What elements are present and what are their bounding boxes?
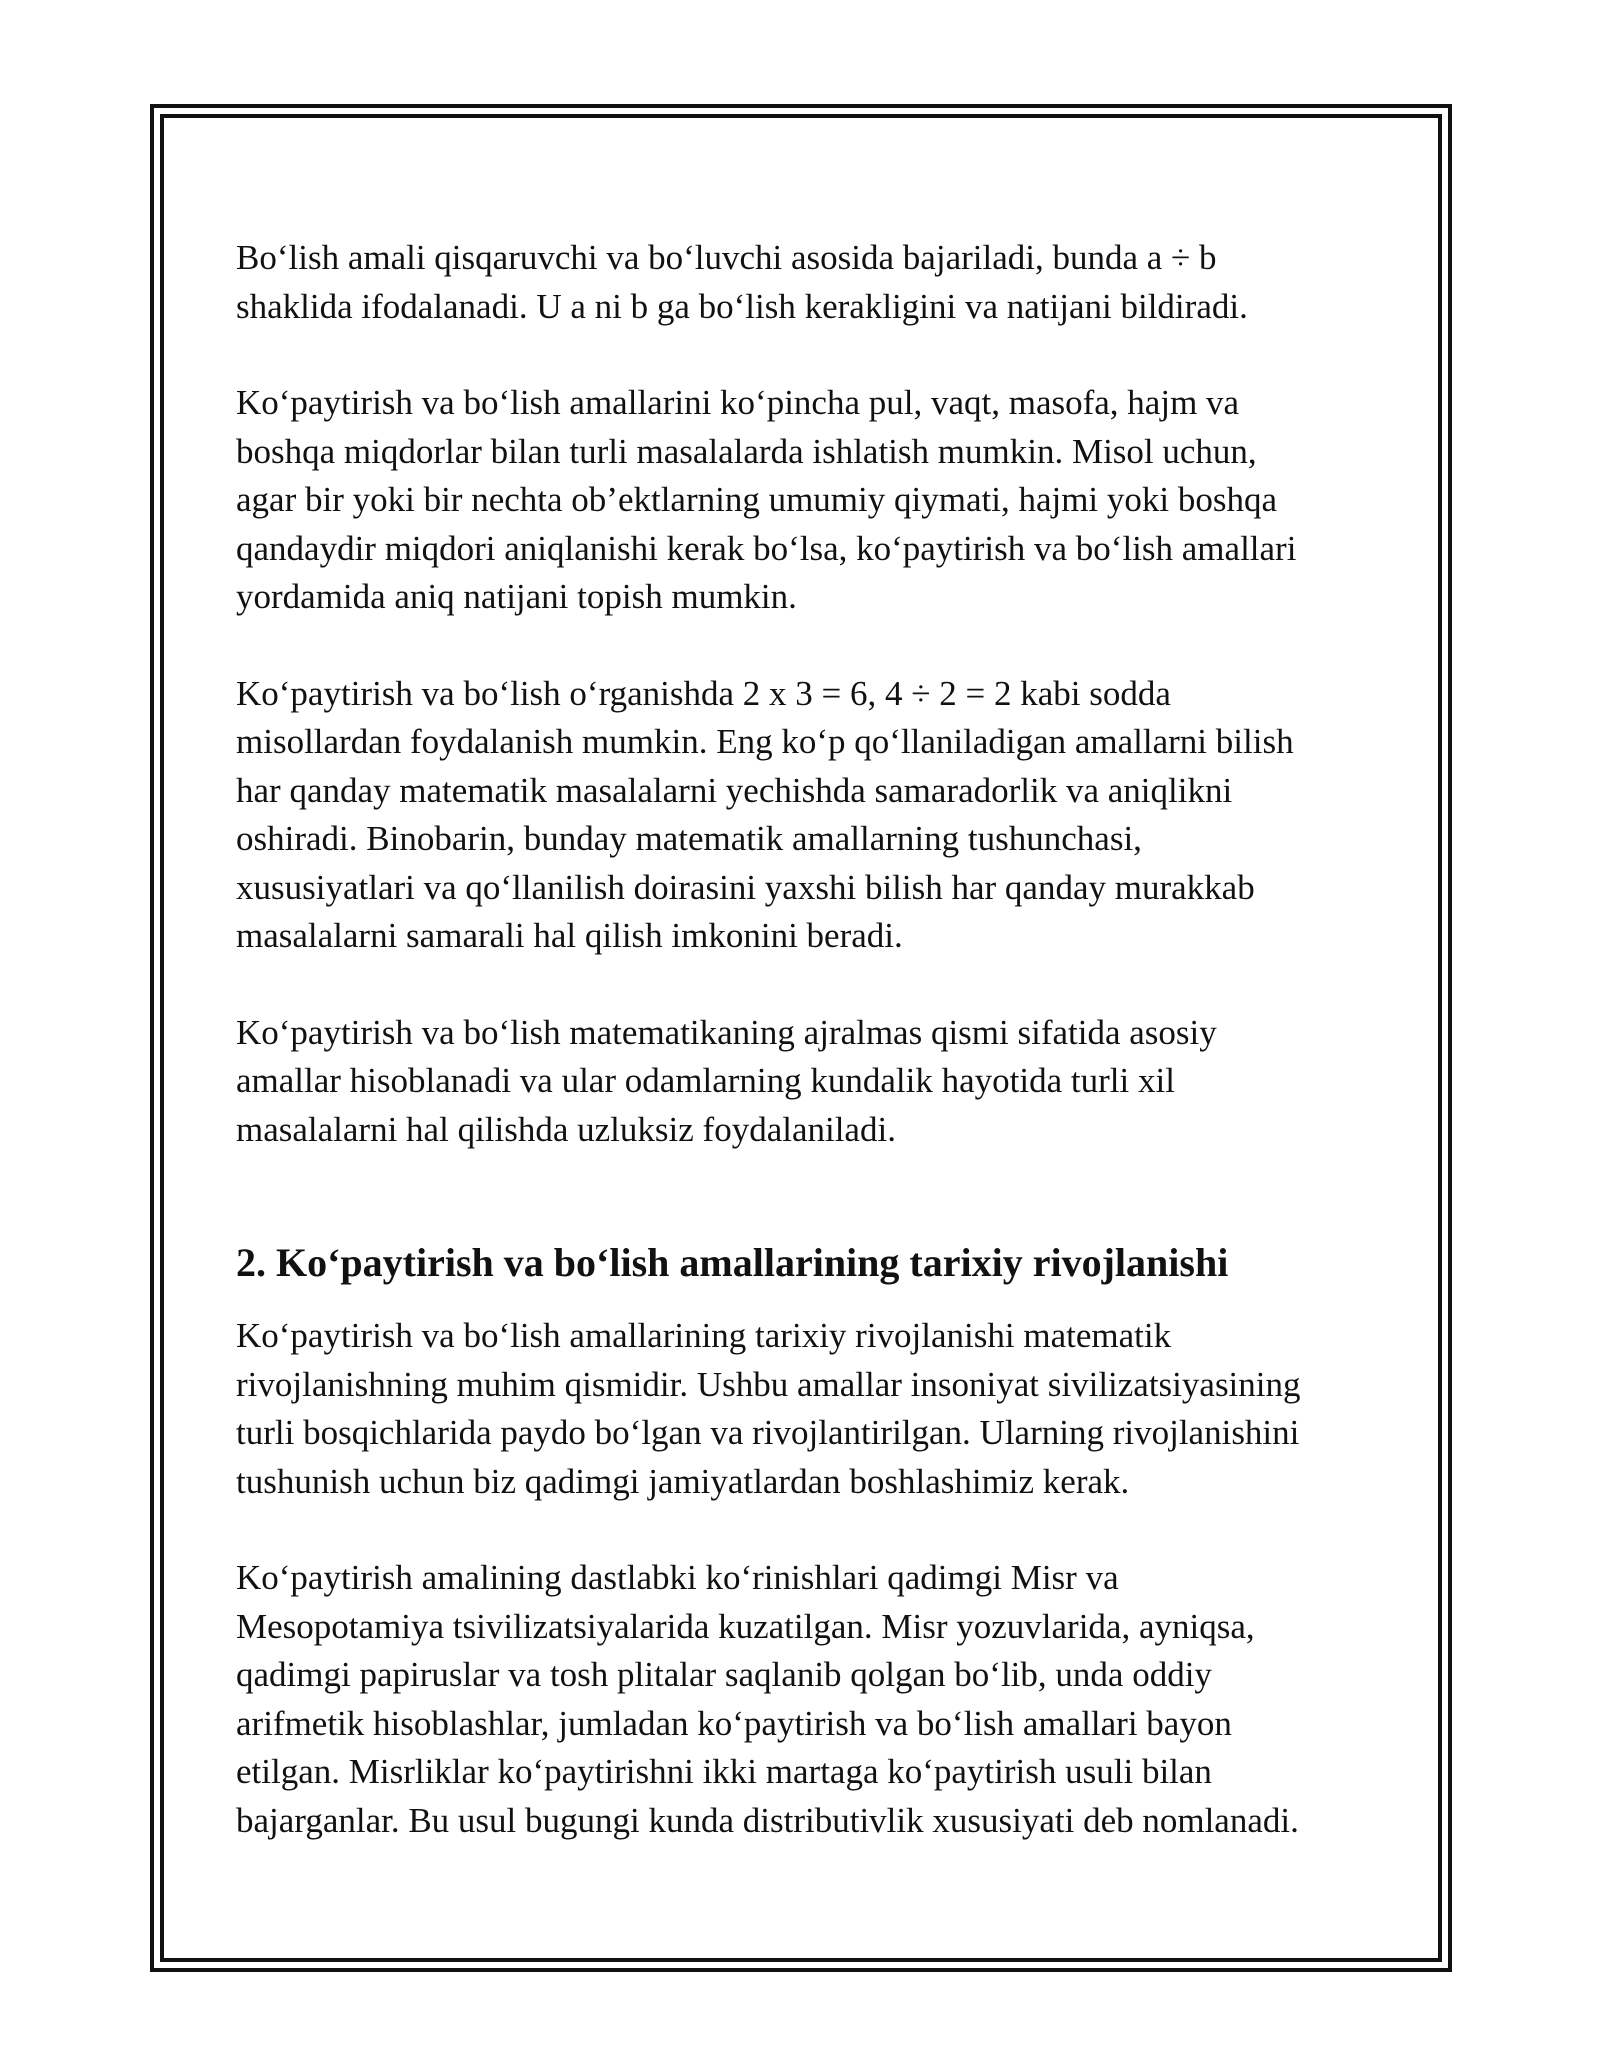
paragraph-applications: Ko‘paytirish va bo‘lish amallarini ko‘pincha pul, vaqt, masofa, hajm va boshqa miqdorlar bilan turli masalalarda ishlatish mumkin. Misol uchun, agar bir yoki bir nechta ob’ektlarning umumiy qiymati, hajmi yoki boshqa qandaydir miqdori aniqlanishi kerak bo‘lsa, ko‘paytirish va bo‘lish amallari yordamida aniq natijani topish mumkin. xyxy=(236,383,1297,616)
paragraph-conclusion: Ko‘paytirish va bo‘lish matematikaning ajralmas qismi sifatida asosiy amallar hisoblanadi va ular odamlarning kundalik hayotida turli xil masalalarni hal qilishda uzluksiz foydalaniladi. xyxy=(236,1012,1217,1149)
paragraph-division-definition: Bo‘lish amali qisqaruvchi va bo‘luvchi asosida bajariladi, bunda a ÷ b shaklida ifodalanadi. U a ni b ga bo‘lish kerakligini va natijani bildiradi. xyxy=(236,238,1248,326)
page-content xyxy=(236,234,1376,1845)
section-heading: 2. Ko‘paytirish va bo‘lish amallarining tarixiy rivojlanishi xyxy=(236,1240,1229,1285)
paragraph-egypt-mesopotamia: Ko‘paytirish amalining dastlabki ko‘rinishlari qadimgi Misr va Mesopotamiya tsivilizatsiyalarida kuzatilgan. Misr yozuvlarida, ayniqsa, qadimgi papiruslar va tosh plitalar saqlanib qolgan bo‘lib, unda oddiy arifmetik hisoblashlar, jumladan ko‘paytirish va bo‘lish amallari bayon etilgan. Misrliklar ko‘paytirishni ikki martaga ko‘paytirish usuli bilan bajarganlar. Bu usul bugungi kunda distributivlik xususiyati deb nomlanadi. xyxy=(236,1558,1299,1840)
paragraph-simple-examples: Ko‘paytirish va bo‘lish o‘rganishda 2 x 3 = 6, 4 ÷ 2 = 2 kabi sodda misollardan foydalanish mumkin. Eng ko‘p qo‘llaniladigan amallarni bilish har qanday matematik masalalarni yechishda samaradorlik va aniqlikni oshiradi. Binobarin, bunday matematik amallarning tushunchasi, xususiyatlari va qo‘llanilish doirasini yaxshi bilish har qanday murakkab masalalarni samarali hal qilish imkonini beradi. xyxy=(236,673,1294,955)
paragraph-history-intro: Ko‘paytirish va bo‘lish amallarining tarixiy rivojlanishi matematik rivojlanishning muhim qismidir. Ushbu amallar insoniyat sivilizatsiyasining turli bosqichlarida paydo bo‘lgan va rivojlantirilgan. Ularning rivojlanishini tushunish uchun biz qadimgi jamiyatlardan boshlashimiz kerak. xyxy=(236,1316,1301,1501)
